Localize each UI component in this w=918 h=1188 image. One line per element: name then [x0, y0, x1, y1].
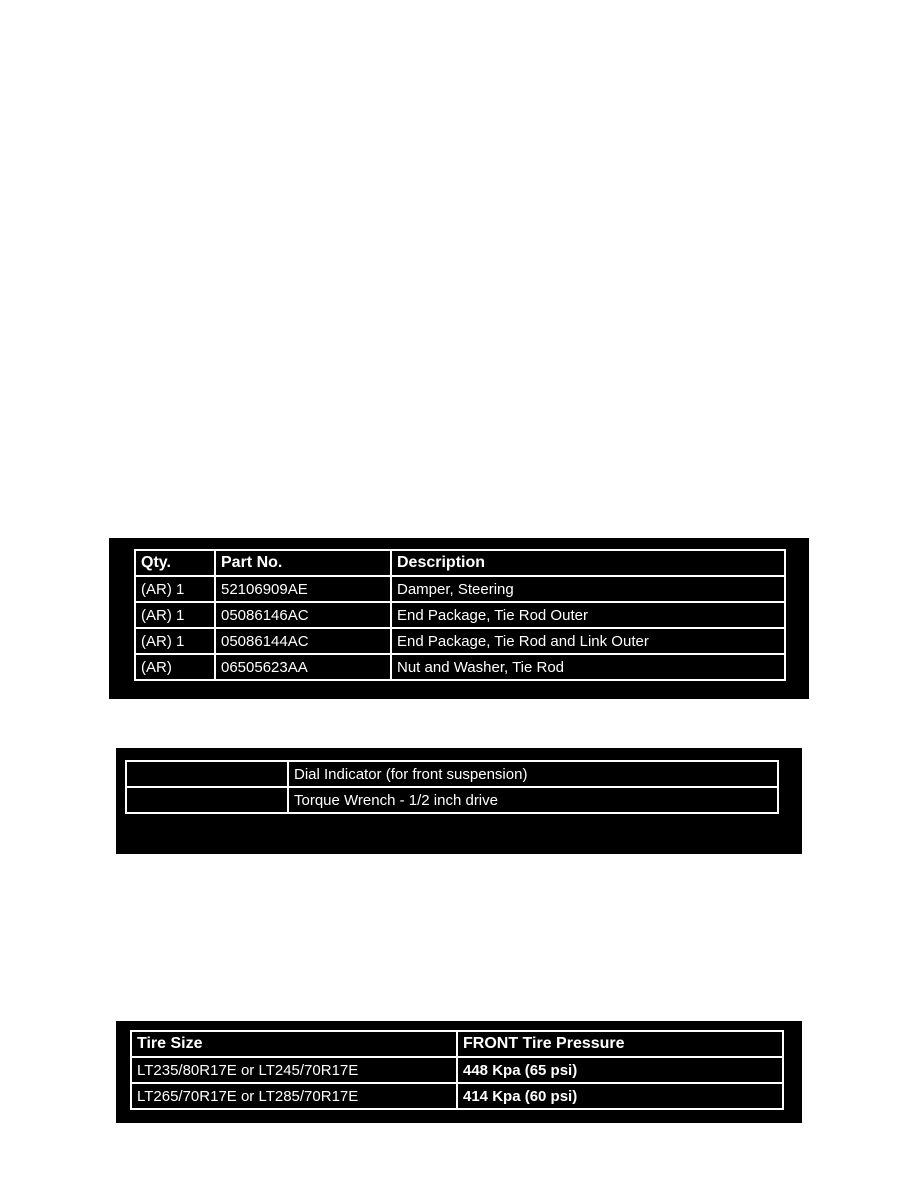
cell-tire-pressure: 414 Kpa (60 psi) — [457, 1083, 783, 1109]
parts-table — [134, 549, 786, 681]
table-row — [135, 628, 785, 654]
cell-qty: (AR) — [135, 654, 215, 680]
cell-description: Nut and Washer, Tie Rod — [391, 654, 785, 680]
tire-pressure-table — [130, 1030, 784, 1110]
table-row — [126, 787, 778, 813]
table-row — [135, 654, 785, 680]
table-row — [131, 1083, 783, 1109]
header-description: Description — [391, 550, 785, 576]
tire-pressure-table-panel — [116, 1021, 802, 1123]
table-header-row — [135, 550, 785, 576]
table-header-row — [131, 1031, 783, 1057]
cell-part-no: 06505623AA — [215, 654, 391, 680]
cell-description: End Package, Tie Rod and Link Outer — [391, 628, 785, 654]
header-front-pressure: FRONT Tire Pressure — [457, 1031, 783, 1057]
header-tire-size: Tire Size — [131, 1031, 457, 1057]
cell-tool-number — [126, 787, 288, 813]
table-row — [135, 602, 785, 628]
cell-tool-number — [126, 761, 288, 787]
cell-tire-pressure: 448 Kpa (65 psi) — [457, 1057, 783, 1083]
cell-qty: (AR) 1 — [135, 602, 215, 628]
cell-description: End Package, Tie Rod Outer — [391, 602, 785, 628]
cell-part-no: 52106909AE — [215, 576, 391, 602]
cell-qty: (AR) 1 — [135, 576, 215, 602]
cell-part-no: 05086144AC — [215, 628, 391, 654]
header-part-no: Part No. — [215, 550, 391, 576]
table-row — [131, 1057, 783, 1083]
table-row — [135, 576, 785, 602]
cell-tool-name: Torque Wrench - 1/2 inch drive — [288, 787, 778, 813]
cell-description: Damper, Steering — [391, 576, 785, 602]
header-qty: Qty. — [135, 550, 215, 576]
cell-qty: (AR) 1 — [135, 628, 215, 654]
cell-tool-name: Dial Indicator (for front suspension) — [288, 761, 778, 787]
tools-table — [125, 760, 779, 814]
table-row — [126, 761, 778, 787]
cell-tire-size: LT265/70R17E or LT285/70R17E — [131, 1083, 457, 1109]
cell-tire-size: LT235/80R17E or LT245/70R17E — [131, 1057, 457, 1083]
parts-table-panel — [109, 538, 809, 699]
cell-part-no: 05086146AC — [215, 602, 391, 628]
tools-table-panel — [116, 748, 802, 854]
